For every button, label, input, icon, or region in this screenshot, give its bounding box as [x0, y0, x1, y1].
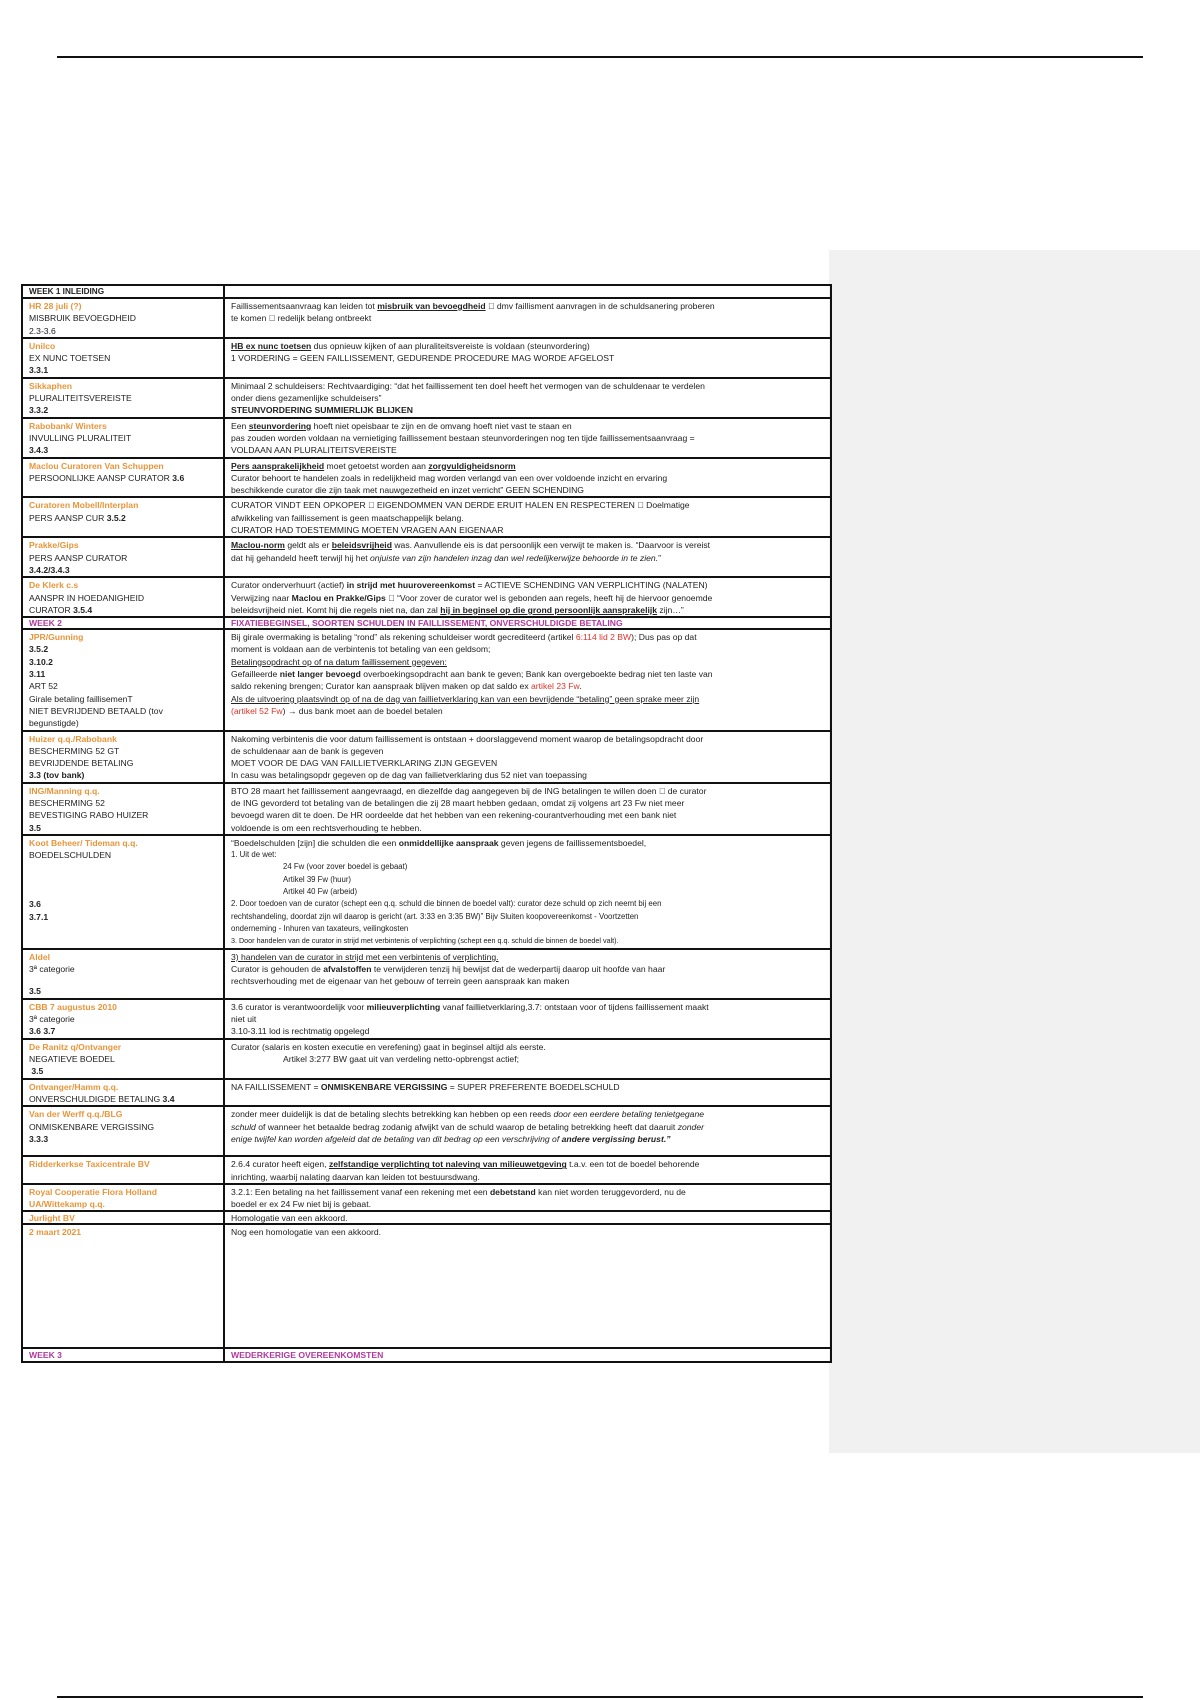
case-topic: AANSPR IN HOEDANIGHEID [29, 592, 145, 603]
case-summary-cell [224, 1156, 831, 1184]
table-row [22, 418, 831, 458]
summary-quote: enige twijfel kan worden afgeleid dat de betaling van dit bedrag op een verschrijving of [231, 1133, 562, 1144]
summary-text: Verwijzing naar [231, 592, 292, 603]
case-name: Koot Beheer/ Tideman q.q. [29, 837, 138, 848]
statute-reference: (artikel 52 Fw [231, 705, 283, 716]
summary-emphasis: in strijd met huurovereenkomst [346, 580, 476, 591]
table-row [22, 1079, 831, 1107]
summary-text: Homologatie van een akkoord. [231, 1213, 348, 1224]
summary-text: “Boedelschulden [zijn] die schulden die een [231, 837, 399, 848]
summary-text: 3.2.1: Een betaling na het faillissement vanaf een rekening met een [231, 1186, 490, 1197]
summary-text: MOET VOOR DE DAG VAN FAILLIETVERKLARING ZIJN GEGEVEN [231, 758, 498, 769]
case-cell [22, 577, 224, 617]
summary-emphasis: Maclou-norm [231, 540, 285, 551]
case-reference: 3.5.4 [73, 604, 93, 615]
case-topic: BESCHERMING 52 [29, 797, 105, 808]
summary-emphasis: niet langer bevoegd [279, 669, 361, 680]
case-cell [22, 835, 224, 949]
summary-text: = SUPER PREFERENTE BOEDELSCHULD [447, 1081, 620, 1092]
case-topic: PLURALITEITSVEREISTE [29, 393, 132, 404]
case-cell [22, 338, 224, 378]
week-title: WEEK 3 [29, 1350, 62, 1361]
summary-text: Nog een homologatie van een akkoord. [231, 1227, 382, 1238]
case-summary-cell [224, 999, 831, 1039]
case-name: Aldel [29, 951, 51, 962]
case-cell [22, 1079, 224, 1107]
case-cell [22, 629, 224, 730]
case-name: HR 28 juli (?) [29, 301, 82, 311]
case-summary-cell [224, 835, 831, 949]
case-name: Ontvanger/Hamm q.q. [29, 1081, 119, 1092]
summary-quote: door een eerdere betaling tenietgegane [553, 1109, 704, 1120]
case-cell [22, 537, 224, 577]
case-summary-cell [224, 537, 831, 577]
case-name: Van der Werff q.q./BLG [29, 1109, 123, 1120]
case-cell [22, 783, 224, 835]
table-row [22, 1348, 831, 1362]
summary-text: of wanneer het betaalde bedrag zodanig afwijkt van de schuld waarop de betaling betrekking heeft dat daaruit [255, 1121, 678, 1132]
case-reference: 3.5.2 [29, 644, 49, 655]
table-row [22, 1106, 831, 1156]
case-reference: 3.4 [162, 1093, 175, 1104]
case-cell [22, 298, 224, 338]
case-reference: 3.6 3.7 [29, 1026, 56, 1037]
summary-text: pas zouden worden voldaan na vernietiging faillissement bestaan steunvorderingen nog ten tijde faillissementsaanvraag = [231, 432, 695, 443]
summary-emphasis: zorgvuldigheidsnorm [428, 460, 516, 471]
table-row [22, 783, 831, 835]
summary-text: ) → dus bank moet aan de boedel betalen [282, 705, 443, 716]
summary-text: = ACTIEVE SCHENDING VAN VERPLICHTING (NALATEN) [475, 580, 708, 591]
summary-emphasis: zelfstandige verplichting tot naleving van milieuwetgeving [328, 1159, 567, 1170]
summary-text: 2.6.4 curator heeft eigen, [231, 1159, 329, 1170]
summary-emphasis: milieuverplichting [366, 1001, 441, 1012]
case-summary-cell [224, 1106, 831, 1156]
week-title: WEEK 1 INLEIDING [29, 287, 105, 296]
summary-text: dus opnieuw kijken of aan pluraliteitsvereiste is voldaan (steunvordering) [311, 340, 590, 351]
week-heading-cell [224, 617, 831, 629]
case-topic: 3ª categorie [29, 964, 75, 975]
case-summary-cell [224, 418, 831, 458]
summary-emphasis: onmiddellijke aanspraak [398, 837, 499, 848]
case-cell [22, 497, 224, 537]
case-name: 2 maart 2021 [29, 1227, 82, 1238]
summary-text: . [579, 681, 582, 692]
case-cell [22, 1224, 224, 1348]
header-rule [57, 56, 1143, 58]
case-name: Ridderkerkse Taxicentrale BV [29, 1159, 150, 1170]
table-row [22, 1039, 831, 1079]
table-row [22, 497, 831, 537]
summary-text: CURATOR VINDT EEN OPKOPER   EIGENDOMMEN VAN DERDE ERUIT HALEN EN RESPECTEREN   Doelmatige [231, 500, 690, 511]
case-summary-cell [224, 1211, 831, 1224]
summary-text: bevoegd waren dit te doen. De HR oordeelde dat het hebben van een rekening-courantverhouding met een bank niet [231, 810, 677, 821]
table-row [22, 999, 831, 1039]
case-cell [22, 458, 224, 498]
case-cell [22, 1184, 224, 1212]
summary-quote: schuld [231, 1121, 256, 1132]
case-topic: Girale betaling faillisemenT [29, 693, 133, 704]
case-name: Huizer q.q./Rabobank [29, 733, 117, 744]
summary-text: niet uit [231, 1014, 257, 1025]
case-reference: 3.6 [172, 472, 185, 483]
summary-text: 3) handelen van de curator in strijd met een verbintenis of verplichting. [231, 951, 499, 962]
case-summary-cell [224, 629, 831, 730]
summary-text: te komen   redelijk belang ontbreekt [231, 313, 372, 324]
summary-emphasis: afvalstoffen [323, 964, 372, 975]
summary-text: “Voor zover de curator wel is gebonden aan regels, heeft hij de hiervoor genoemde [394, 592, 713, 603]
case-cell [22, 378, 224, 418]
summary-text: ); Dus pas op dat [631, 632, 697, 643]
case-reference: 3.6 [29, 899, 41, 910]
table-row [22, 1184, 831, 1212]
summary-text: zonder meer duidelijk is dat de betaling slechts betrekking kan hebben op een reeds [231, 1109, 554, 1120]
case-cell [22, 949, 224, 999]
case-topic: PERS AANSP CUR [29, 512, 107, 523]
case-cell [22, 1106, 224, 1156]
case-topic: BEVRIJDENDE BETALING [29, 758, 134, 769]
case-cell [22, 1211, 224, 1224]
summary-text: Bij girale overmaking is betaling “rond” als rekening schuldeiser wordt gecrediteerd (artikel [231, 632, 576, 643]
table-row [22, 537, 831, 577]
table-row [22, 458, 831, 498]
case-name: JPR/Gunning [29, 632, 84, 643]
case-reference: 3.7.1 [29, 911, 49, 922]
summary-text: afwikkeling van faillissement is geen maatschappelijk belang. [231, 512, 464, 523]
case-summary-cell [224, 378, 831, 418]
table-row [22, 285, 831, 298]
case-summary-cell [224, 298, 831, 338]
table-row [22, 629, 831, 730]
summary-text: Een [231, 420, 249, 431]
summary-emphasis: misbruik van bevoegdheid [377, 301, 486, 311]
case-topic: BESCHERMING 52 GT [29, 745, 120, 756]
case-summary-cell [224, 577, 831, 617]
summary-text: Nakoming verbintenis die voor datum faillissement is ontstaan + doorslaggevend moment waarop de betalingsopdracht door [231, 733, 704, 744]
summary-text: 3.10-3.11 lod is rechtmatig opgelegd [231, 1026, 370, 1037]
case-cell [22, 1156, 224, 1184]
summary-emphasis: ONMISKENBARE VERGISSING [320, 1081, 448, 1092]
week-heading: FIXATIEBEGINSEL, SOORTEN SCHULDEN IN FAILLISSEMENT, ONVERSCHULDIGDE BETALING [231, 618, 623, 629]
summary-emphasis: HB ex nunc toetsen [231, 340, 312, 351]
summary-text: rechtsverhouding met de eigenaar van het gebouw of terrein geen aanspraak kan maken [231, 976, 570, 987]
case-name: Prakke/Gips [29, 540, 79, 551]
summary-text: 2. Door toedoen van de curator (schept een q.q. schuld die binnen de boedel valt): curator deze schuld op zich neemt bij een [231, 899, 662, 909]
case-reference: 3.5.2 [106, 512, 126, 523]
case-summary-cell [224, 949, 831, 999]
case-topic: 3ª categorie [29, 1014, 75, 1025]
case-topic: NIET BEVRIJDEND BETAALD (tov [29, 705, 163, 716]
case-topic: ONMISKENBARE VERGISSING [29, 1121, 155, 1132]
statute-reference: 6:114 lid 2 BW [575, 632, 632, 643]
case-topic: BEVESTIGING RABO HUIZER [29, 810, 149, 821]
summary-emphasis: beleidsvrijheid [331, 540, 392, 551]
summary-text: 1 VORDERING = GEEN FAILLISSEMENT, GEDURENDE PROCEDURE MAG WORDE AFGELOST [231, 353, 615, 364]
case-name: Maclou Curatoren Van Schuppen [29, 460, 164, 471]
case-summary-cell [224, 1184, 831, 1212]
table-row [22, 617, 831, 629]
case-topic: BOEDELSCHULDEN [29, 850, 112, 861]
summary-text: Minimaal 2 schuldeisers: Rechtvaardiging: “dat het faillissement ten doel heeft het vermogen van de schuldenaar te verdelen [231, 380, 705, 391]
summary-text: Als de uitvoering plaatsvindt op of na de dag van faillietverklaring kan van een bevrijdende “betaling” geen sprake meer zijn [231, 693, 700, 704]
table-row [22, 338, 831, 378]
summary-text: hoeft niet opeisbaar te zijn en de omvang hoeft niet vast te staan en [311, 420, 572, 431]
summary-list-item: Artikel 3:277 BW gaat uit van verdeling netto-opbrengst actief; [283, 1054, 519, 1065]
week-label-cell [22, 1348, 224, 1362]
summary-text: BTO 28 maart het faillissement aangevraagd, en diezelfde dag aangegeven bij de ING betalingen te willen doen   de curator [231, 785, 707, 796]
summary-emphasis: Pers aansprakelijkheid [231, 460, 325, 471]
summary-emphasis: steunvordering [248, 420, 312, 431]
case-reference: 3.3.2 [29, 405, 49, 416]
summary-text: 3.6 curator is verantwoordelijk voor [231, 1001, 367, 1012]
week-label-cell [22, 617, 224, 629]
summary-emphasis: hij in beginsel op die grond persoonlijk aansprakelijk [440, 604, 658, 615]
table-row [22, 949, 831, 999]
case-summary-cell [224, 1079, 831, 1107]
case-name: Sikkaphen [29, 380, 72, 391]
summary-text: Curator onderverhuurt (actief) [231, 580, 347, 591]
summary-text:   dmv faillisment aanvragen in de schuldsanering proberen [485, 301, 715, 311]
summary-text: voldoende is om een rechtsverhouding te hebben. [231, 822, 422, 833]
summary-text: 1. Uit de wet: [231, 850, 277, 860]
summary-text: te verwijderen tenzij hij bewijst dat de wederpartij daarop uit hoofde van haar [371, 964, 666, 975]
summary-text: kan niet worden teruggevorderd, nu de [535, 1186, 686, 1197]
case-reference: 3.5 [29, 1066, 44, 1077]
case-topic: CURATOR [29, 604, 74, 615]
summary-text: de ING gevorderd tot betaling van de betalingen die zij 28 maart hebben gedaan, omdat zij volgens art 23 Fw niet meer [231, 797, 685, 808]
case-name: Jurlight BV [29, 1213, 75, 1224]
summary-quote: zonder [677, 1121, 704, 1132]
case-cell [22, 418, 224, 458]
case-name: ING/Manning q.q. [29, 785, 100, 796]
week-heading: WEDERKERIGE OVEREENKOMSTEN [231, 1350, 384, 1361]
case-summary-cell [224, 1039, 831, 1079]
table-row [22, 298, 831, 338]
summary-text: CURATOR HAD TOESTEMMING MOETEN VRAGEN AAN EIGENAAR [231, 525, 504, 536]
summary-text: 3. Door handelen van de curator in strijd met verbintenis of verplichting (schept een q.q. schuld die binnen de boedel valt). [231, 936, 619, 946]
case-cell [22, 999, 224, 1039]
summary-text: dat hij gehandeld heeft terwijl hij het [231, 552, 371, 563]
summary-text: Betalingsopdracht op of na datum faillissement gegeven: [231, 656, 447, 667]
summary-text: beschikkende curator die zijn taak met nauwgezetheid en inzet verricht” GEEN SCHENDING [231, 485, 584, 496]
table-row [22, 731, 831, 783]
case-reference: 3.5 [29, 822, 41, 833]
statute-reference: artikel 23 Fw [531, 681, 580, 692]
case-summary-cell [224, 783, 831, 835]
summary-text: VOLDAAN AAN PLURALITEITSVEREISTE [231, 445, 397, 456]
summary-text: saldo rekening brengen; Curator kan aanspraak blijven maken op dat saldo ex [231, 681, 532, 692]
summary-text: onder diens gezamenlijke schuldeisers” [231, 393, 382, 404]
week-label-cell [22, 285, 224, 298]
comment-margin-panel [829, 250, 1200, 1453]
case-summary-cell [224, 1224, 831, 1348]
case-name: UA/Wittekamp q.q. [29, 1199, 105, 1210]
case-reference: 3.11 [29, 669, 46, 680]
case-topic: EX NUNC TOETSEN [29, 353, 111, 364]
summary-emphasis: Maclou en Prakke/Gips   [291, 592, 395, 603]
case-reference: 3.3.1 [29, 365, 49, 376]
summary-text: zijn…” [657, 604, 684, 615]
case-topic: PERS AANSP CURATOR [29, 552, 128, 563]
case-reference: 2.3-3.6 [29, 325, 56, 336]
summary-text: geven jegens de faillissementsboedel, [498, 837, 647, 848]
table-row [22, 577, 831, 617]
table-row [22, 1211, 831, 1224]
case-topic: MISBRUIK BEVOEGDHEID [29, 313, 136, 324]
table-row [22, 1224, 831, 1348]
case-summary-cell [224, 338, 831, 378]
case-summary-cell [224, 731, 831, 783]
summary-text: Faillissementsaanvraag kan leiden tot [231, 301, 378, 311]
week-heading-cell [224, 285, 831, 298]
summary-text: ” [658, 552, 661, 563]
summary-text: rechtshandeling, doordat zijn wil daarop is gericht (art. 3:33 en 3:35 BW)” Bijv Sluiten koopovereenkomst - Voortzetten [231, 911, 639, 921]
summary-text: t.a.v. een tot de boedel behorende [566, 1159, 700, 1170]
case-topic: NEGATIEVE BOEDEL [29, 1054, 115, 1065]
summary-text: onderneming - Inhuren van taxateurs, veilingkosten [231, 923, 409, 933]
case-topic: ONVERSCHULDIGDE BETALING [29, 1093, 163, 1104]
summary-text: overboekingsopdracht aan bank te geven; Bank kan overgeboekte bedrag niet ten laste van [360, 669, 713, 680]
table-row [22, 835, 831, 949]
case-name: Unilco [29, 340, 56, 351]
summary-quote: onjuiste van zijn handelen inzag dan wel redelijkerwijze behoorde in te zien. [370, 552, 659, 563]
case-cell [22, 731, 224, 783]
summary-text: inrichting, waarbij nalating daarvan kan leiden tot bestuursdwang. [231, 1171, 480, 1182]
case-topic: INVULLING PLURALITEIT [29, 432, 132, 443]
summary-text: moment is voldaan aan de verbintenis tot betaling van een geldsom; [231, 644, 491, 655]
case-reference: 3.5 [29, 986, 41, 997]
case-reference: 3.4.2/3.4.3 [29, 564, 70, 575]
week-title: WEEK 2 [29, 618, 62, 629]
summary-text: geldt als er [284, 540, 332, 551]
summary-text: de schuldenaar aan de bank is gegeven [231, 745, 384, 756]
summary-text: Curator (salaris en kosten executie en verefening) gaat in beginsel altijd als eerste. [231, 1041, 546, 1052]
summary-list-item: Artikel 40 Fw (arbeid) [283, 887, 358, 897]
case-reference: 3.4.3 [29, 445, 49, 456]
summary-text: moet getoetst worden aan [324, 460, 429, 471]
summary-conclusion: STEUNVORDERING SUMMIERLIJK BLIJKEN [231, 405, 413, 416]
week-heading-cell [224, 1348, 831, 1362]
summary-list-item: Artikel 39 Fw (huur) [283, 874, 352, 884]
case-topic: begunstigde) [29, 718, 79, 729]
case-law-table [21, 284, 832, 1363]
case-reference: 3.3.3 [29, 1133, 49, 1144]
case-summary-cell [224, 458, 831, 498]
summary-text: Curator is gehouden de [231, 964, 324, 975]
case-topic: ART 52 [29, 681, 58, 692]
case-summary-cell [224, 497, 831, 537]
case-name: Rabobank/ Winters [29, 420, 107, 431]
case-topic: PERSOONLIJKE AANSP CURATOR [29, 472, 170, 483]
summary-text: Curator behoort te handelen zoals in redelijkheid mag worden verlangd van een over voldoende inzicht en ervaring [231, 472, 668, 483]
case-name: Royal Cooperatie Flora Holland [29, 1186, 157, 1197]
case-reference: 3.10.2 [29, 656, 53, 667]
summary-text: boedel er ex 24 Fw niet bij is gebaat. [231, 1199, 371, 1210]
case-name: De Klerk c.s [29, 580, 79, 591]
summary-text: vanaf faillietverklaring,3.7: ontstaan voor of tijdens faillissement maakt [440, 1001, 709, 1012]
summary-emphasis: andere vergissing berust.” [561, 1133, 671, 1144]
case-name: De Ranitz q/Ontvanger [29, 1041, 122, 1052]
summary-text: In casu was betalingsopdr gegeven op de dag van failietverklaring dus 52 niet van toepassing [231, 770, 587, 781]
summary-text: NA FAILLISSEMENT = [231, 1081, 321, 1092]
summary-list-item: 24 Fw (voor zover boedel is gebaat) [283, 862, 408, 872]
summary-emphasis: debetstand [489, 1186, 536, 1197]
summary-text: was. Aanvullende eis is dat persoonlijk een verwijt te maken is. “Daarvoor is vereist [391, 540, 711, 551]
case-reference: 3.3 (tov bank) [29, 770, 85, 781]
case-cell [22, 1039, 224, 1079]
summary-text: beleidsvrijheid niet. Komt hij die regels niet na, dan zal [231, 604, 441, 615]
footer-rule [57, 1696, 1143, 1698]
table-row [22, 1156, 831, 1184]
case-name: Curatoren Mobell/Interplan [29, 500, 139, 511]
table-row [22, 378, 831, 418]
case-name: CBB 7 augustus 2010 [29, 1001, 117, 1012]
summary-text: Gefailleerde [231, 669, 280, 680]
